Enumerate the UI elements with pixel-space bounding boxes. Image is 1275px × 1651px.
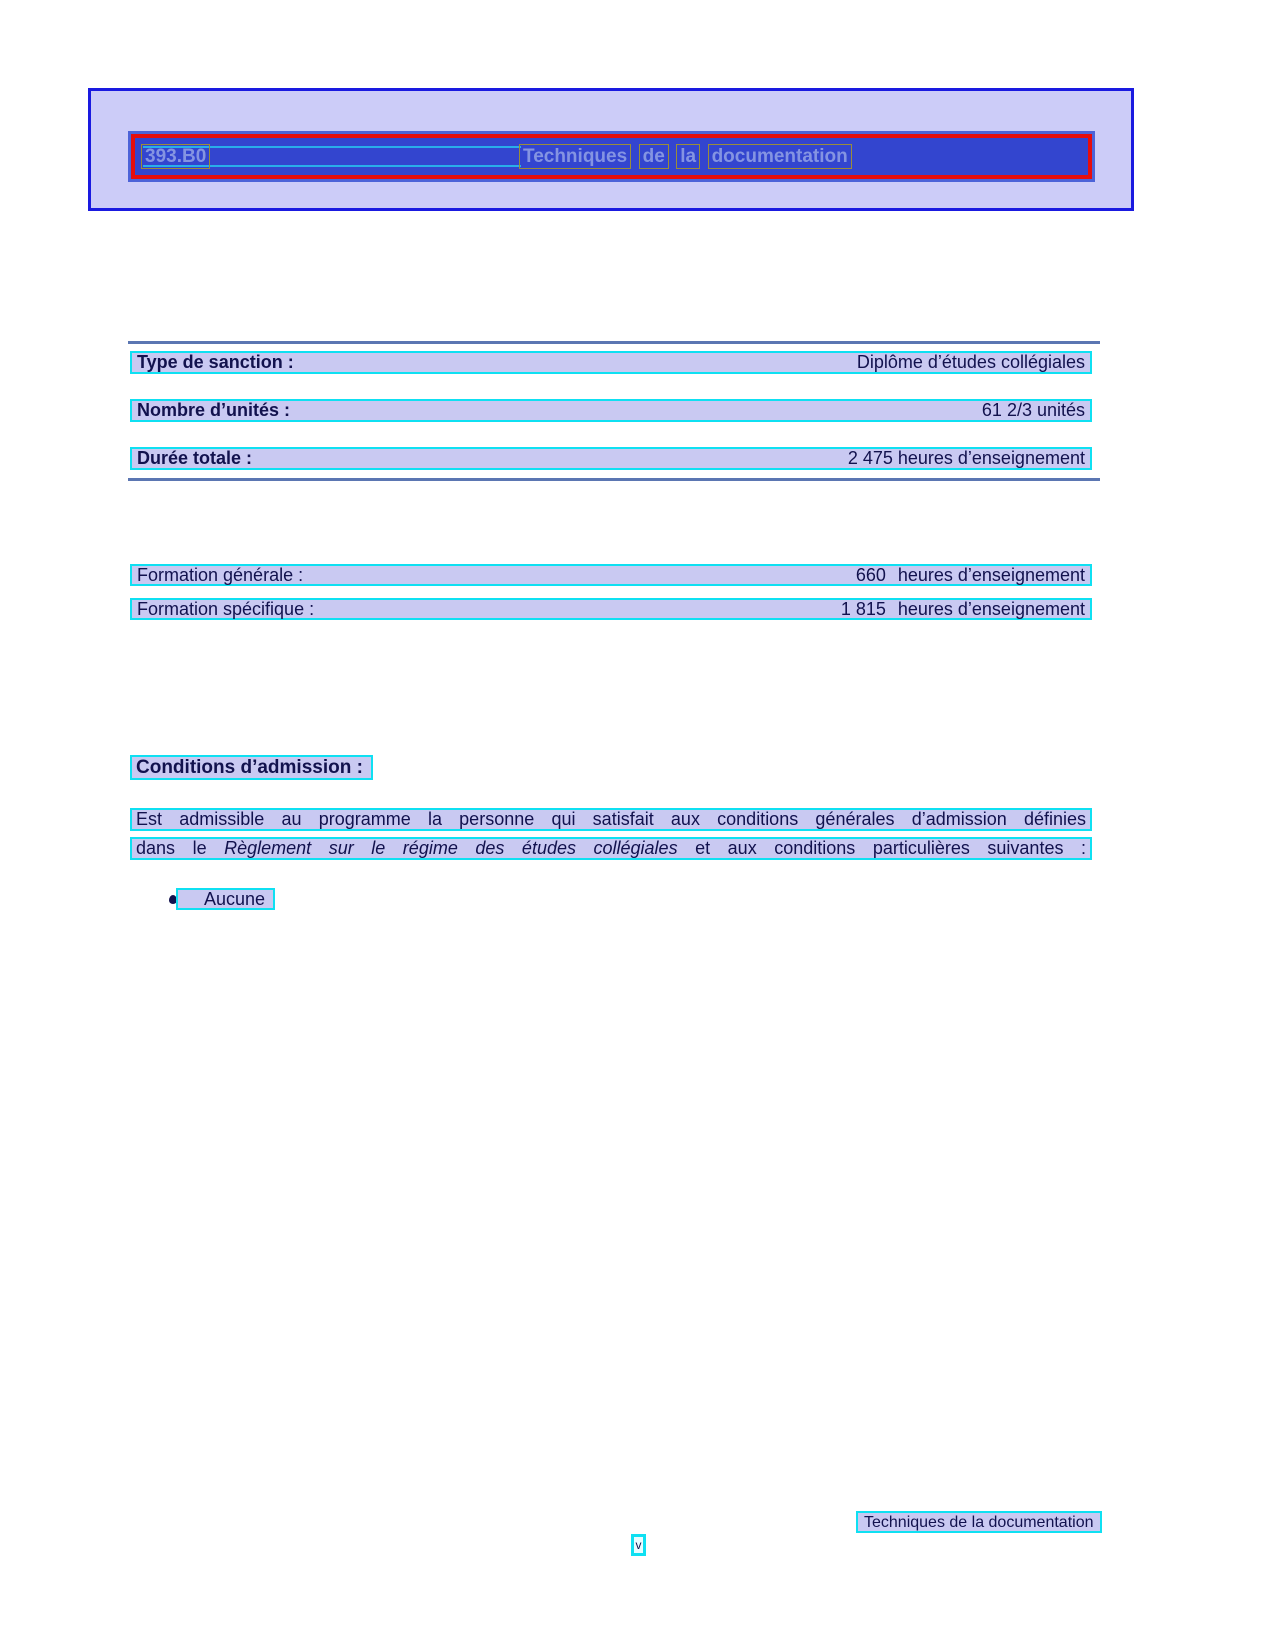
program-banner	[128, 131, 1095, 182]
row-value	[836, 566, 1085, 585]
table-row-nombre-unites	[130, 399, 1092, 422]
row-label: Nombre d’unités :	[137, 400, 291, 420]
hours-unit: heures d’enseignement	[897, 564, 1085, 585]
admission-paragraph-line2	[130, 837, 1092, 860]
program-title-word: la	[676, 144, 700, 169]
admission-heading: Conditions d’admission :	[130, 755, 373, 780]
page-number: v	[631, 1534, 646, 1556]
bullet-item-aucune: Aucune	[176, 888, 275, 910]
row-value: 61 2/3 unités	[981, 400, 1085, 420]
table-row-type-de-sanction	[130, 351, 1092, 374]
program-title-word: documentation	[708, 144, 852, 169]
row-value: 2 475 heures d’enseignement	[847, 448, 1085, 468]
hours-number: 660	[855, 564, 886, 585]
divider-bottom	[128, 478, 1100, 481]
table-row-formation-generale	[130, 564, 1092, 586]
program-title	[519, 144, 855, 169]
program-title-word: de	[639, 144, 669, 169]
divider-top	[128, 341, 1100, 344]
row-label: Type de sanction :	[137, 352, 294, 372]
program-header-box	[88, 88, 1134, 211]
program-banner-inner	[131, 134, 1092, 179]
program-code: 393.B0	[141, 144, 210, 169]
paragraph-text: et aux conditions particulières suivantes :	[677, 838, 1086, 858]
admission-paragraph-line1: Est admissible au programme la personne qui satisfait aux conditions générales d’admission définies	[130, 808, 1092, 831]
footer-program-title: Techniques de la documentation	[856, 1511, 1102, 1533]
regulation-title: Règlement sur le régime des études collégiales	[224, 838, 678, 858]
hours-number: 1 815	[840, 598, 886, 619]
row-label: Formation générale :	[137, 564, 304, 585]
hours-unit: heures d’enseignement	[897, 598, 1085, 619]
row-label: Formation spécifique :	[137, 598, 315, 619]
row-label: Durée totale :	[137, 448, 253, 468]
table-row-duree-totale	[130, 447, 1092, 470]
row-value: Diplôme d’études collégiales	[856, 352, 1085, 372]
row-value	[836, 600, 1085, 619]
program-title-word: Techniques	[519, 144, 631, 169]
paragraph-text: dans le	[136, 838, 225, 858]
table-row-formation-specifique	[130, 598, 1092, 620]
